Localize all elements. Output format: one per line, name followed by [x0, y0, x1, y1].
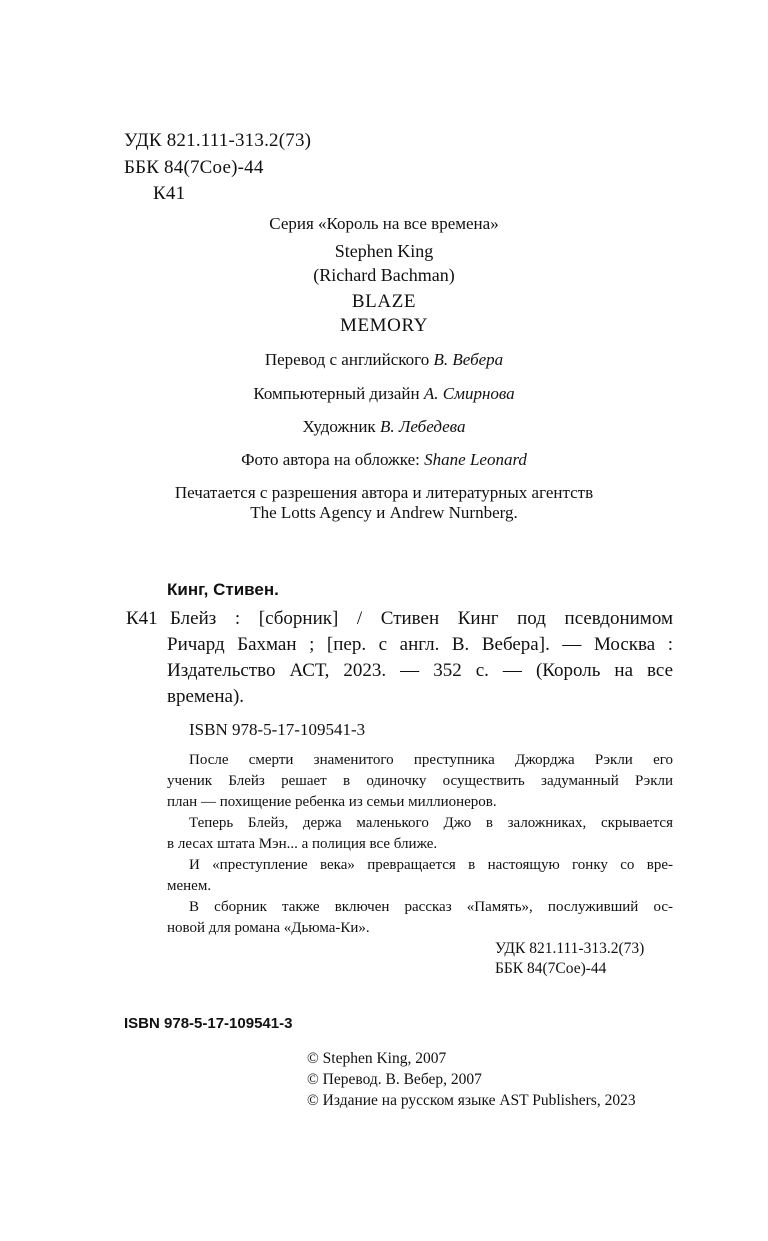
author-sign: К41: [153, 183, 186, 204]
designer-name: А. Смирнова: [423, 384, 515, 403]
artist-name: В. Лебедева: [379, 417, 466, 436]
annotation-line: ученик Блейз решает в одиночку осуществить задуманный Рэкли: [167, 773, 673, 789]
catalog-sign: К41: [126, 608, 158, 629]
footer-isbn: ISBN 978-5-17-109541-3: [124, 1015, 293, 1032]
catalog-line-4: времена).: [167, 686, 245, 707]
udk-code: УДК 821.111-313.2(73): [124, 130, 312, 151]
annotation-bbk: ББК 84(7Сое)-44: [495, 960, 607, 977]
design-label: Компьютерный дизайн: [253, 384, 420, 403]
permission-line-2: The Lotts Agency и Andrew Nurnberg.: [250, 503, 518, 522]
design-credit: [0, 384, 768, 404]
original-author: Stephen King: [334, 241, 434, 261]
translation-label: Перевод с английского: [264, 350, 430, 369]
annotation-line: Теперь Блейз, держа маленького Джо в заложниках, скрывается: [189, 815, 673, 831]
translation-credit: [0, 350, 768, 370]
series-line: Серия «Король на все времена»: [269, 214, 499, 233]
copyright-line-3: © Издание на русском языке AST Publishers, 2023: [307, 1092, 636, 1109]
original-pseudonym: (Richard Bachman): [313, 265, 455, 285]
annotation-line: И «преступление века» превращается в настоящую гонку со вре-: [189, 857, 673, 873]
artist-credit: [0, 417, 768, 437]
photo-label: Фото автора на обложке:: [241, 450, 420, 469]
catalog-line-2: Ричард Бахман ; [пер. с англ. В. Вебера]. — Москва :: [167, 634, 673, 655]
copyright-line-1: © Stephen King, 2007: [307, 1050, 447, 1067]
annotation-line: в лесах штата Мэн... а полиция все ближе.: [167, 836, 438, 852]
annotation-line: план — похищение ребенка из семьи миллионеров.: [167, 794, 497, 810]
annotation-line: менем.: [167, 878, 212, 894]
annotation-line: После смерти знаменитого преступника Джорджа Рэкли его: [189, 752, 673, 768]
catalog-heading: Кинг, Стивен.: [167, 580, 279, 599]
photo-credit: [0, 450, 768, 470]
translator-name: В. Вебера: [433, 350, 504, 369]
catalog-line-3: Издательство АСТ, 2023. — 352 с. — (Король на все: [167, 660, 673, 681]
photographer-name: Shane Leonard: [424, 450, 527, 469]
annotation-line: новой для романа «Дьюма-Ки».: [167, 920, 370, 936]
catalog-line-1: Блейз : [сборник] / Стивен Кинг под псевдонимом: [170, 608, 673, 629]
artist-label: Художник: [302, 417, 376, 436]
bbk-code: ББК 84(7Сое)-44: [124, 157, 264, 178]
original-title-1: BLAZE: [351, 291, 417, 312]
annotation-line: В сборник также включен рассказ «Память», послуживший ос-: [189, 899, 673, 915]
catalog-isbn: ISBN 978-5-17-109541-3: [189, 720, 366, 739]
annotation-udk: УДК 821.111-313.2(73): [495, 940, 645, 957]
permission-line-1: Печатается с разрешения автора и литературных агентств: [174, 483, 594, 502]
copyright-line-2: © Перевод. В. Вебер, 2007: [307, 1071, 482, 1088]
original-title-2: MEMORY: [339, 315, 429, 336]
